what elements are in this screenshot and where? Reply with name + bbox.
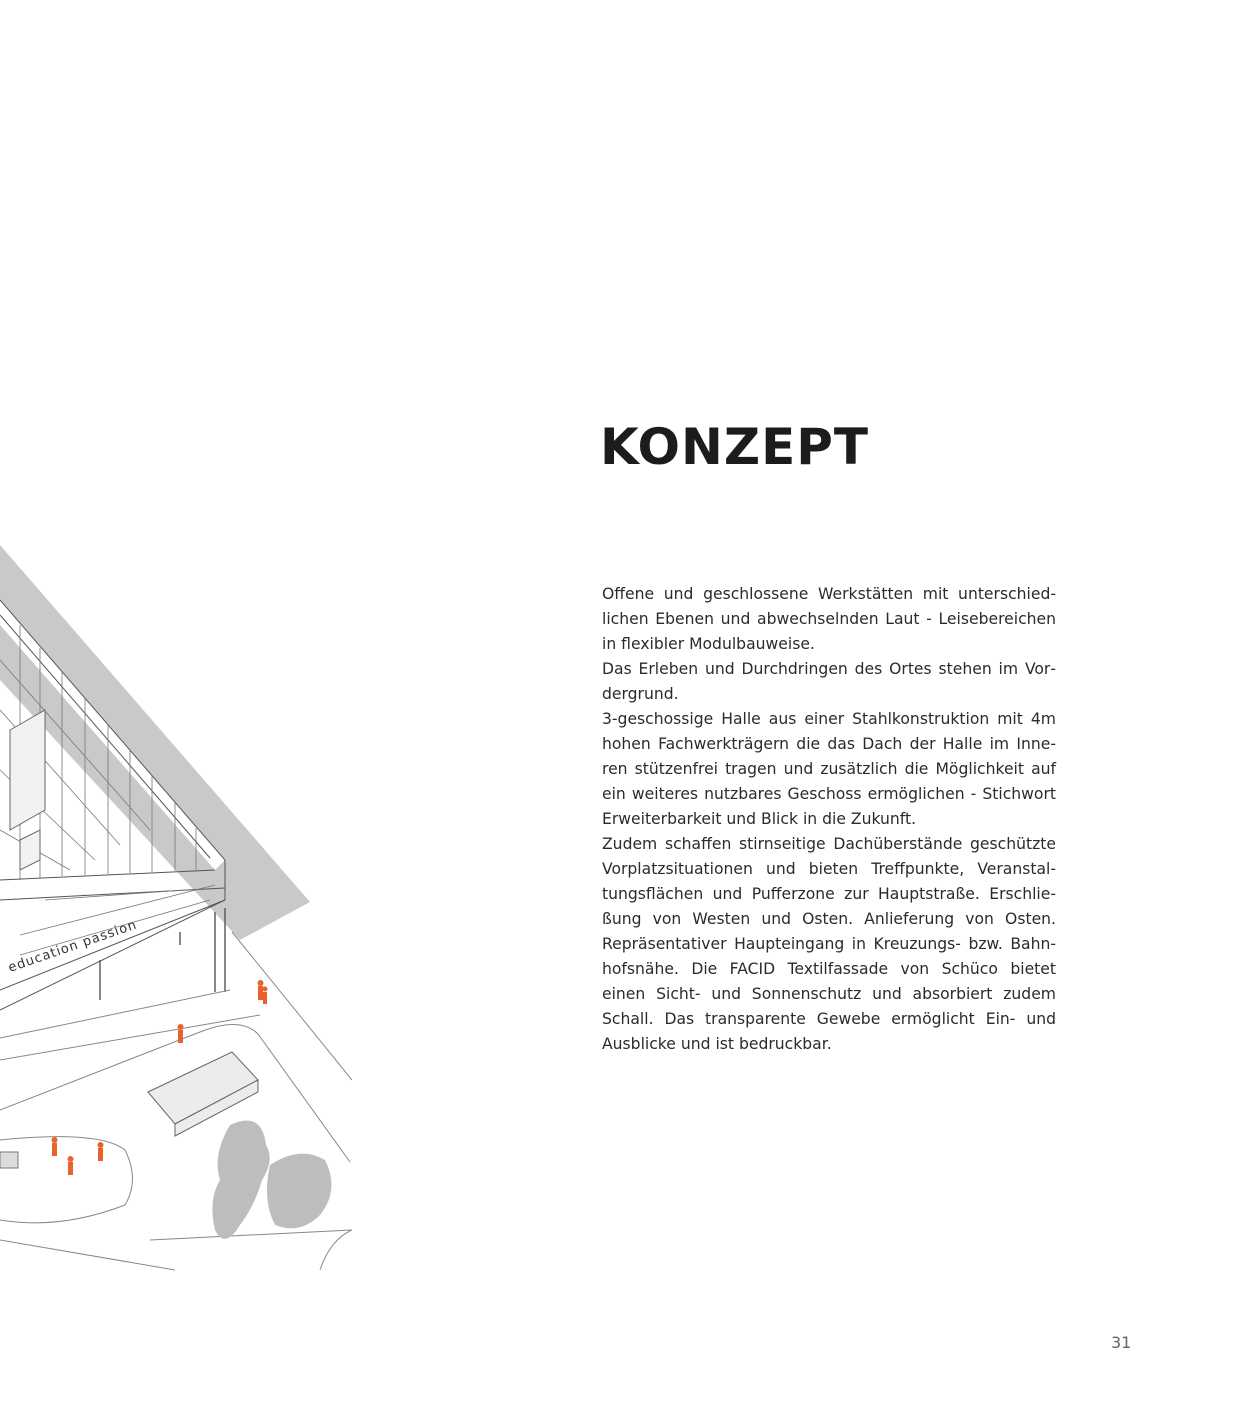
axonometric-building-illustration: [0, 540, 352, 1272]
facade-lettering: education passion: [6, 917, 140, 976]
site-object: [0, 1152, 18, 1168]
body-text: [602, 582, 1056, 1057]
paragraph: Das Erleben und Durchdringen des Ortes stehen im Vordergrund.: [602, 660, 1056, 703]
page-number: 31: [1111, 1333, 1132, 1352]
paragraph: Zudem schaffen stirnseitige Dachüberstände geschützte Vorplatzsituationen und bieten Treffpunkte, Veranstaltungsflächen und Pufferzone zur Hauptstraße. Erschließung von Westen und Osten. Anlieferung von Osten. Repräsentativer Haupteingang in Kreuzungs- bzw. Bahnhofsnähe. Die FACID Textilfassade von Schüco bietet einen Sicht- und Sonnenschutz und absorbiert zudem Schall. Das transparente Gewebe ermöglicht Ein- und Ausblicke und ist bedruckbar.: [602, 835, 1056, 1053]
tree-shadows: [212, 1121, 331, 1239]
columns: [100, 908, 225, 1000]
paragraph: 3-geschossige Halle aus einer Stahlkonstruktion mit 4m hohen Fachwerkträgern die das Dach der Halle im Inneren stützenfrei tragen und zusätzlich die Möglichkeit auf ein weiteres nutzbares Geschoss ermöglichen - Stichwort Erweiterbarkeit und Blick in die Zukunft.: [602, 710, 1056, 828]
interior-core: [10, 710, 45, 870]
page-title: KONZEPT: [600, 418, 870, 476]
building-shadow: [0, 545, 310, 940]
paragraph: Offene und geschlossene Werkstätten mit unterschiedlichen Ebenen und abwechselnden Laut - Leisebereichen in flexibler Modulbauweise.: [602, 585, 1056, 653]
